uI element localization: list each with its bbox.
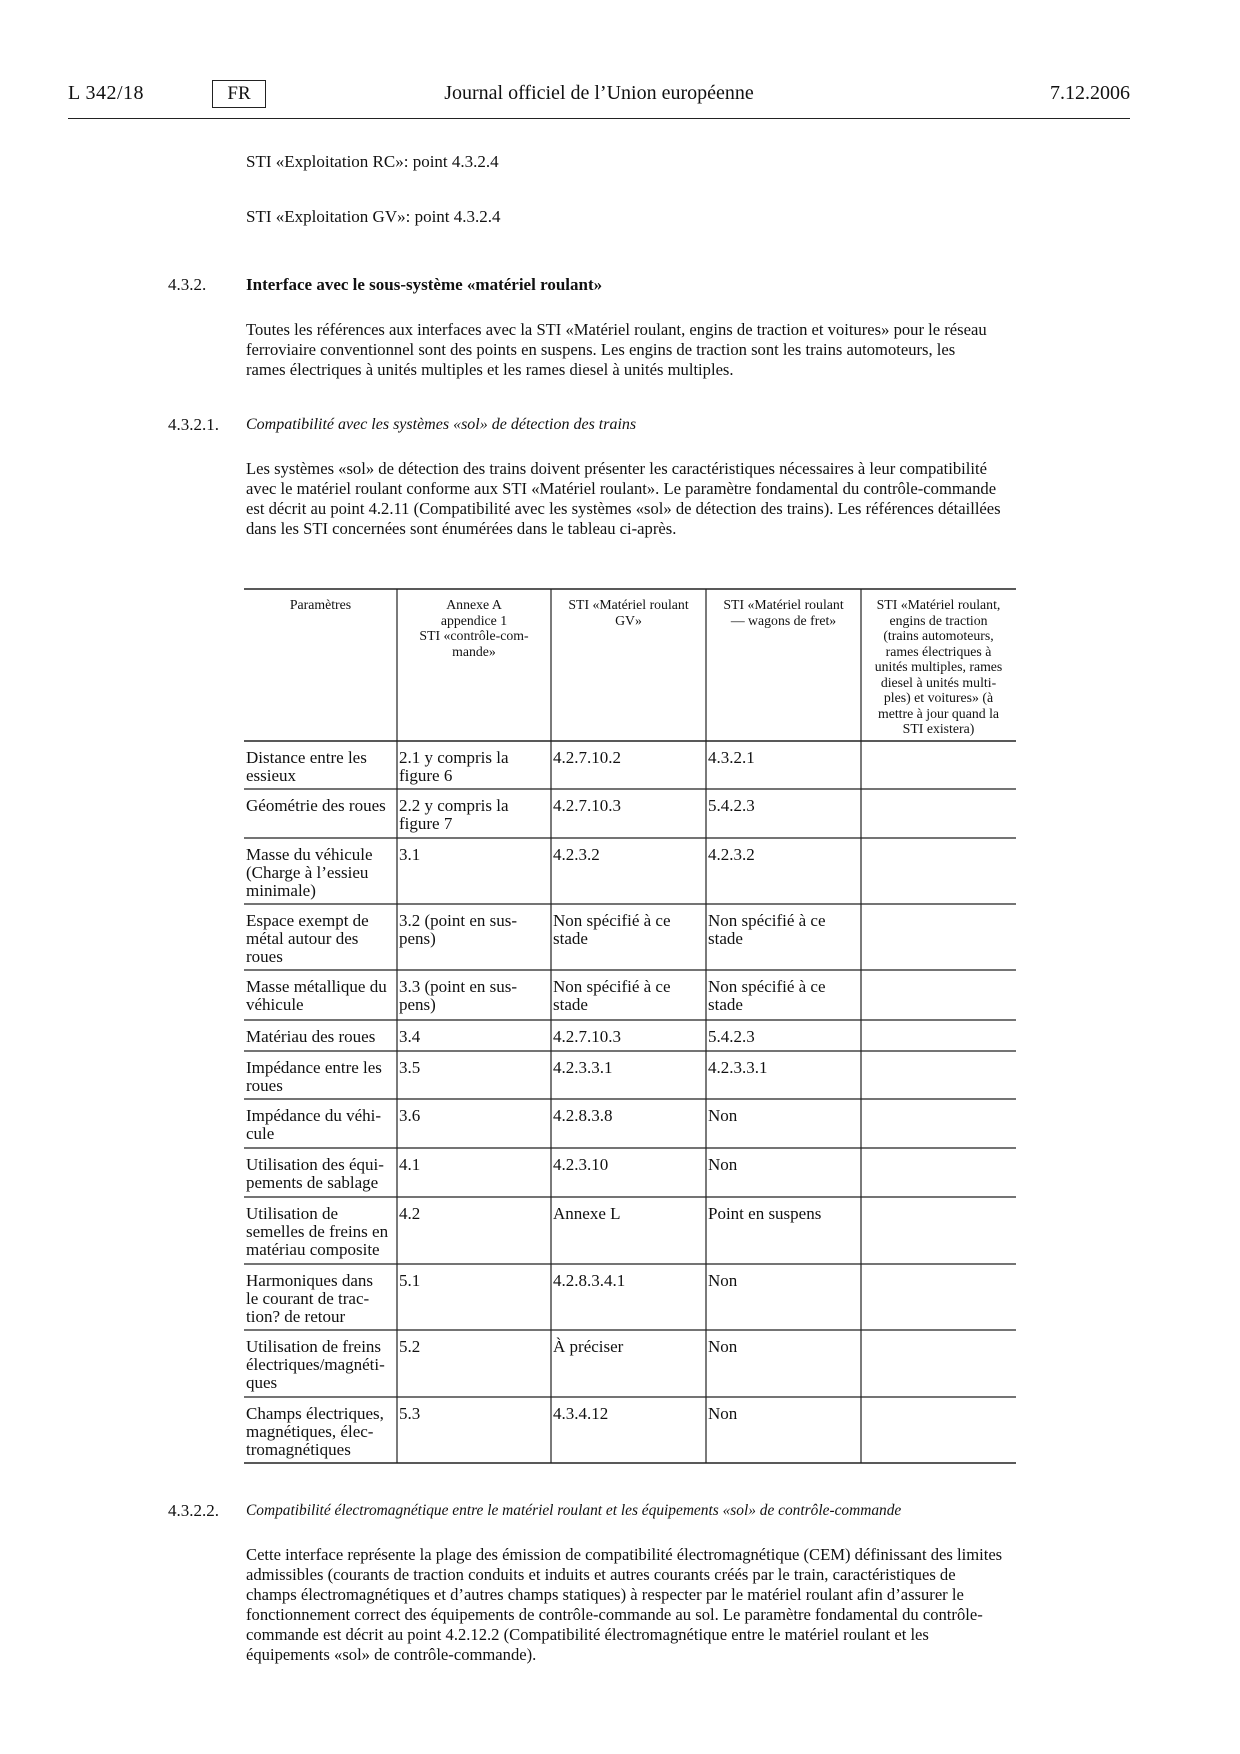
cell-line: Annexe L [553, 1204, 621, 1223]
cell-line: 4.2.3.3.1 [553, 1058, 613, 1077]
cell-line: essieux [246, 766, 297, 785]
header-line: ples) et voitures» (à [883, 690, 994, 705]
table-cell [246, 1272, 393, 1326]
publication-date: 7.12.2006 [1050, 82, 1130, 104]
cell-line: Impédance entre les [246, 1058, 382, 1077]
cell-line: tion? de retour [246, 1307, 346, 1326]
cell-line: Non [708, 1337, 738, 1356]
cell-line: Utilisation de [246, 1204, 339, 1223]
cell-line: tromagnétiques [246, 1440, 351, 1459]
header-line: Paramètres [289, 597, 352, 612]
table-cell [553, 749, 702, 767]
table-cell [708, 749, 857, 767]
cell-line: Non [708, 1404, 738, 1423]
table-cell [246, 797, 393, 815]
cell-line: minimale) [246, 881, 316, 900]
table-header-cell [401, 597, 547, 659]
table-cell [399, 1028, 547, 1046]
table-header-cell [865, 597, 1012, 737]
header-line: mettre à jour quand la [877, 705, 1000, 721]
table-cell [399, 797, 547, 833]
cell-line: 5.3 [399, 1404, 421, 1423]
header-line: (trains automoteurs, [883, 628, 994, 643]
cell-line: Masse du véhicule [246, 845, 373, 864]
table-cell [246, 1205, 393, 1259]
cell-line: 5.4.2.3 [708, 796, 755, 815]
cell-line: électriques/magnéti- [246, 1355, 385, 1374]
cell-line: 4.2.3.2 [708, 845, 755, 864]
cell-line: 4.2.8.3.8 [553, 1106, 613, 1125]
table-cell [708, 1405, 857, 1423]
table-cell [708, 978, 857, 1014]
table-cell [399, 1156, 547, 1174]
paragraph-line: commande est décrit au point 4.2.12.2 (Compatibilité électromagnétique entre le matériel roulant et les [246, 1625, 929, 1644]
cell-line: roues [246, 1076, 283, 1095]
table-cell [708, 1156, 857, 1174]
paragraph-line: Toutes les références aux interfaces avec la STI «Matériel roulant, engins de traction et voitures» pour le réseau [246, 320, 987, 339]
table-cell [399, 1338, 547, 1356]
table-cell [708, 1205, 857, 1223]
page-reference: L 342/18 [68, 82, 145, 104]
header-line: rames électriques à [885, 643, 992, 659]
table-cell [553, 846, 702, 864]
cell-line: semelles de freins en [246, 1222, 389, 1241]
cell-line: figure 7 [399, 814, 453, 833]
table-cell [553, 1405, 702, 1423]
table-cell [708, 1059, 857, 1077]
header-line: STI «Matériel roulant [723, 597, 844, 612]
paragraph-line: Cette interface représente la plage des émission de compatibilité électromagnétique (CEM) définissant des limites [246, 1545, 1003, 1564]
cell-line: 5.2 [399, 1337, 421, 1356]
reference-line: STI «Exploitation GV»: point 4.3.2.4 [246, 207, 501, 226]
section-title: Compatibilité avec les systèmes «sol» de détection des trains [246, 416, 637, 433]
language-badge: FR [212, 80, 266, 108]
cell-line: cule [246, 1124, 275, 1143]
table-cell [553, 1205, 702, 1223]
section-number: 4.3.2.1. [168, 415, 219, 434]
table-header-cell [710, 597, 857, 628]
table-cell [708, 1028, 857, 1046]
cell-line: 4.3.4.12 [553, 1404, 609, 1423]
table-cell [399, 912, 547, 948]
section-title: Interface avec le sous-système «matériel roulant» [246, 275, 603, 294]
header-line: GV» [615, 612, 642, 628]
table-cell [708, 1107, 857, 1125]
header-line: Annexe A [446, 597, 502, 612]
cell-line: Non spécifié à ce [708, 977, 826, 996]
cell-line: matériau composite [246, 1240, 380, 1259]
cell-line: Non [708, 1106, 738, 1125]
table-cell [399, 846, 547, 864]
header-line: — wagons de fret» [730, 612, 837, 628]
cell-line: 4.2.7.10.2 [553, 748, 621, 767]
cell-line: 2.1 y compris la [399, 748, 509, 767]
cell-line: Non spécifié à ce [553, 977, 671, 996]
paragraph-line: est décrit au point 4.2.11 (Compatibilité avec les systèmes «sol» de détection des trains). Les références détaillées [246, 499, 1001, 518]
table-cell [708, 1338, 857, 1356]
section-title: Compatibilité électromagnétique entre le matériel roulant et les équipements «sol» de contrôle-commande [246, 1502, 902, 1519]
header-line: mande» [452, 643, 496, 659]
cell-line: 4.2.3.2 [553, 845, 600, 864]
cell-line: métal autour des [246, 929, 359, 948]
paragraph-line: équipements «sol» de contrôle-commande). [246, 1645, 537, 1664]
cell-line: Utilisation des équi- [246, 1155, 384, 1174]
journal-title: Journal officiel de l’Union européenne [444, 82, 754, 104]
cell-line: le courant de trac- [246, 1289, 370, 1308]
cell-line: 2.2 y compris la [399, 796, 509, 815]
table-cell [246, 1059, 393, 1095]
cell-line: 3.3 (point en sus- [399, 977, 518, 996]
paragraph-line: avec le matériel roulant conforme aux STI «Matériel roulant». Le paramètre fondamental du contrôle-commande [246, 479, 997, 498]
table-cell [399, 1059, 547, 1077]
cell-line: Point en suspens [708, 1204, 822, 1223]
table-cell [553, 1156, 702, 1174]
cell-line: 4.2.8.3.4.1 [553, 1271, 626, 1290]
paragraph-line: ferroviaire conventionnel sont des points en suspens. Les engins de traction sont les trains automoteurs, les [246, 340, 956, 359]
header-line: STI «Matériel roulant [568, 597, 689, 612]
cell-line: Non spécifié à ce [708, 911, 826, 930]
cell-line: (Charge à l’essieu [246, 863, 369, 882]
header-line: engins de traction [889, 612, 988, 628]
cell-line: magnétiques, élec- [246, 1422, 374, 1441]
table-cell [553, 797, 702, 815]
table-header-cell [248, 597, 393, 613]
table-cell [553, 1338, 702, 1356]
header-line: appendice 1 [440, 612, 508, 628]
header-line: unités multiples, rames [874, 659, 1003, 674]
table-cell [246, 1156, 393, 1192]
table-cell [246, 978, 393, 1014]
cell-line: 4.2.3.3.1 [708, 1058, 768, 1077]
table-cell [553, 1107, 702, 1125]
table-cell [553, 978, 702, 1014]
table-cell [246, 1107, 393, 1143]
table-header-cell [555, 597, 702, 628]
table-cell [399, 749, 547, 785]
paragraph-line: admissibles (courants de traction conduits et induits et autres courants créés par le train, caractéristiques de [246, 1565, 956, 1584]
cell-line: 3.6 [399, 1106, 421, 1125]
table-cell [246, 912, 393, 966]
cell-line: Harmoniques dans [246, 1271, 374, 1290]
cell-line: véhicule [246, 995, 304, 1014]
table-cell [708, 846, 857, 864]
table-cell [708, 1272, 857, 1290]
section-number: 4.3.2. [168, 275, 207, 294]
cell-line: 5.1 [399, 1271, 421, 1290]
cell-line: 3.1 [399, 845, 421, 864]
paragraph-line: rames électriques à unités multiples et les rames diesel à unités multiples. [246, 360, 734, 379]
table-cell [399, 978, 547, 1014]
cell-line: ques [246, 1373, 278, 1392]
table-cell [246, 1405, 393, 1459]
table-cell [553, 1028, 702, 1046]
cell-line: Non [708, 1155, 738, 1174]
table-cell [399, 1205, 547, 1223]
header-line: STI existera) [902, 721, 975, 736]
table-cell [553, 1059, 702, 1077]
cell-line: 4.1 [399, 1155, 421, 1174]
cell-line: 3.5 [399, 1058, 421, 1077]
cell-line: stade [708, 995, 743, 1014]
table-cell [246, 846, 393, 900]
header-line: diesel à unités multi- [880, 674, 997, 690]
section-number: 4.3.2.2. [168, 1501, 219, 1520]
header-line: STI «contrôle-com- [419, 628, 529, 643]
cell-line: Espace exempt de [246, 911, 369, 930]
table-cell [246, 1028, 393, 1046]
cell-line: 3.4 [399, 1027, 421, 1046]
cell-line: pens) [399, 929, 436, 948]
table-cell [553, 1272, 702, 1290]
cell-line: pements de sablage [246, 1173, 379, 1192]
cell-line: Utilisation de freins [246, 1337, 382, 1356]
cell-line: 4.3.2.1 [708, 748, 755, 767]
cell-line: 4.2.7.10.3 [553, 1027, 621, 1046]
cell-line: 4.2 [399, 1204, 421, 1223]
paragraph-line: dans les STI concernées sont énumérées dans le tableau ci-après. [246, 519, 677, 538]
cell-line: 3.2 (point en sus- [399, 911, 518, 930]
reference-line: STI «Exploitation RC»: point 4.3.2.4 [246, 152, 499, 171]
cell-line: Matériau des roues [246, 1027, 376, 1046]
cell-line: Géométrie des roues [246, 796, 386, 815]
cell-line: Champs électriques, [246, 1404, 384, 1423]
table-cell [399, 1107, 547, 1125]
cell-line: stade [708, 929, 743, 948]
table-cell [246, 749, 393, 785]
header-line: STI «Matériel roulant, [876, 597, 1001, 612]
table-cell [399, 1272, 547, 1290]
section-paragraph [246, 1545, 1024, 1665]
cell-line: figure 6 [399, 766, 453, 785]
paragraph-line: Les systèmes «sol» de détection des trains doivent présenter les caractéristiques nécessaires à leur compatibilité [246, 459, 987, 478]
cell-line: Masse métallique du [246, 977, 387, 996]
table-cell [708, 912, 857, 948]
cell-line: Impédance du véhi- [246, 1106, 381, 1125]
cell-line: pens) [399, 995, 436, 1014]
table-cell [246, 1338, 393, 1392]
cell-line: stade [553, 929, 588, 948]
cell-line: 4.2.3.10 [553, 1155, 609, 1174]
cell-line: roues [246, 947, 283, 966]
paragraph-line: champs électromagnétiques et d’autres champs statiques) à respecter par le matériel roulant afin d’assurer le [246, 1585, 964, 1604]
cell-line: À préciser [553, 1337, 624, 1356]
table-cell [553, 912, 702, 948]
cell-line: Distance entre les [246, 748, 367, 767]
cell-line: 5.4.2.3 [708, 1027, 755, 1046]
cell-line: Non spécifié à ce [553, 911, 671, 930]
paragraph-line: fonctionnement correct des équipements de contrôle-commande au sol. Le paramètre fondamental du contrôle- [246, 1605, 983, 1624]
cell-line: stade [553, 995, 588, 1014]
cell-line: Non [708, 1271, 738, 1290]
table-cell [708, 797, 857, 815]
table-cell [399, 1405, 547, 1423]
cell-line: 4.2.7.10.3 [553, 796, 621, 815]
